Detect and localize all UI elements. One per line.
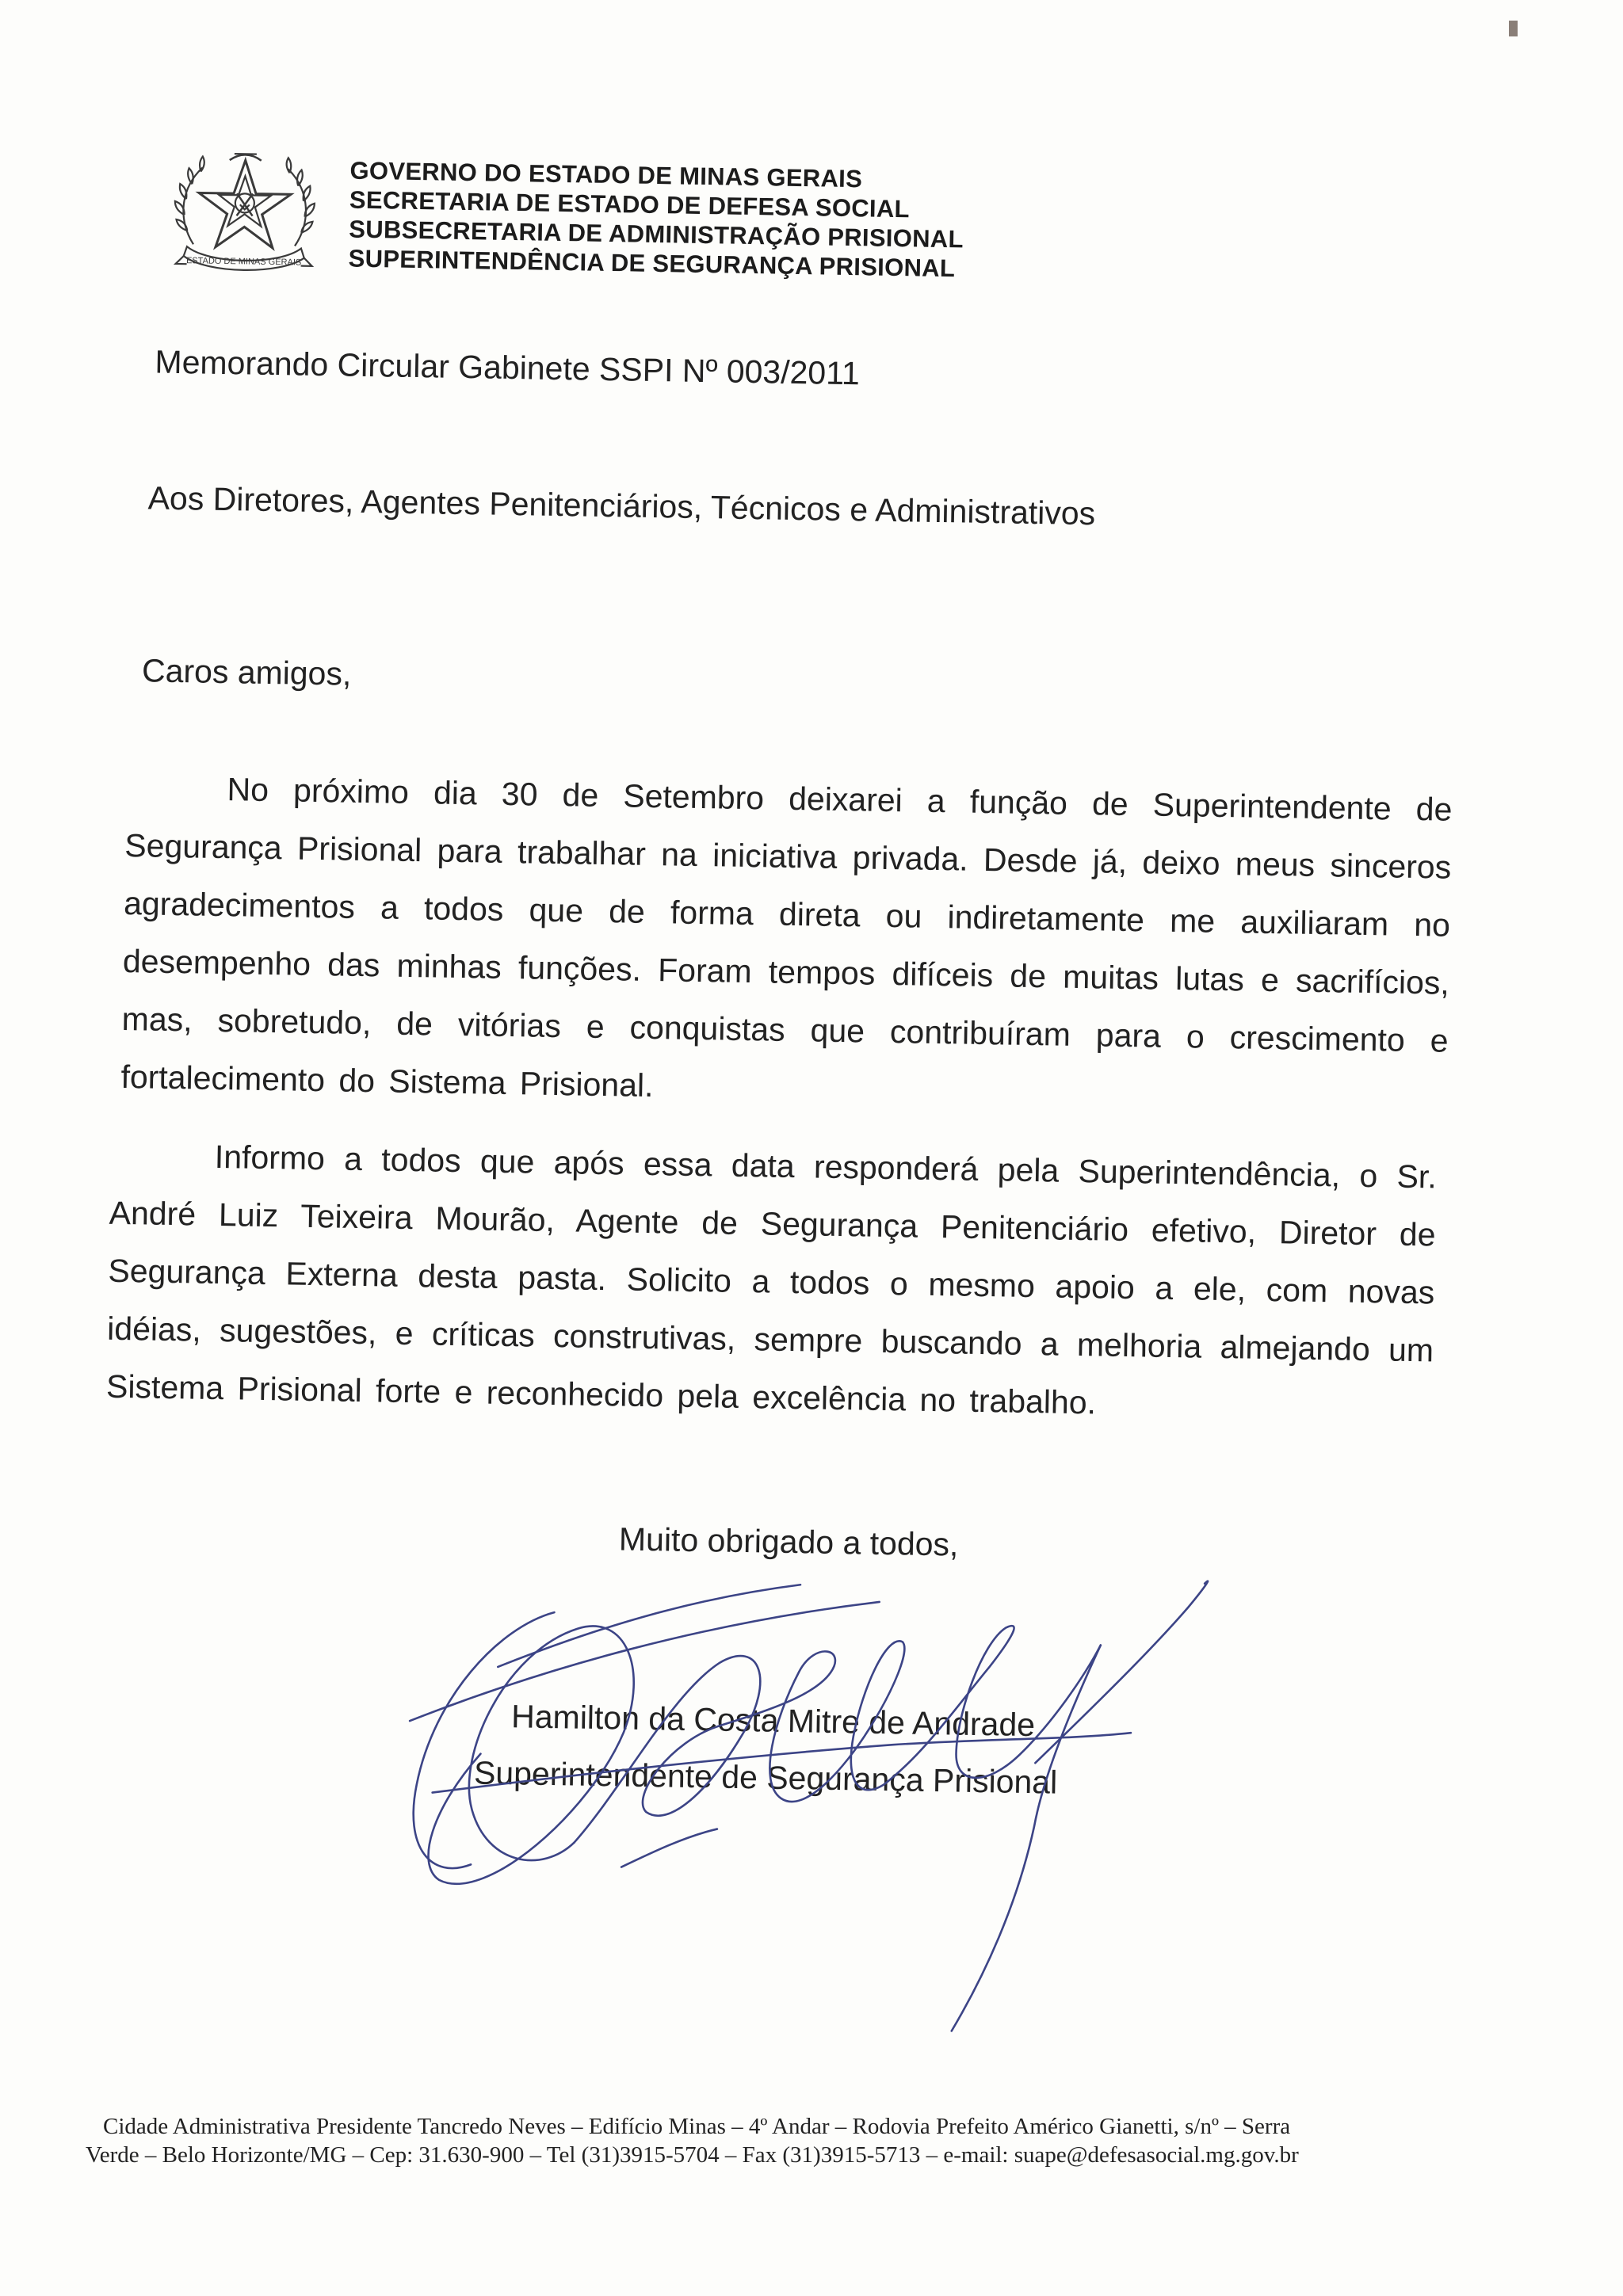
salutation: Caros amigos, bbox=[141, 652, 352, 692]
minas-gerais-coat-of-arms-icon bbox=[169, 145, 320, 276]
body-paragraph: Informo a todos que após essa data responderá pela Superintendência, o Sr. André Luiz Teixeira Mourão, Agente de Segurança Penitenciário efetivo, Diretor de Segurança Externa desta pasta. Solicito a todos o mesmo apoio a ele, com novas idéias, sugestões, e críticas construtivas, sempre buscando a melhoria almejando um Sistema Prisional forte e reconhecido pela excelência no trabalho. bbox=[105, 1138, 1438, 1421]
letterhead-subsecretariat: SUBSECRETARIA DE ADMINISTRAÇÃO PRISIONAL bbox=[349, 215, 964, 254]
letterhead-secretariat: SECRETARIA DE ESTADO DE DEFESA SOCIAL bbox=[349, 185, 911, 223]
signer-title: Superintendente de Segurança Prisional bbox=[473, 1754, 1058, 1801]
signer-name: Hamilton da Costa Mitre de Andrade bbox=[510, 1698, 1036, 1744]
closing-line: Muito obrigado a todos, bbox=[618, 1520, 959, 1563]
footer-address bbox=[86, 2112, 1417, 2169]
memo-number: Memorando Circular Gabinete SSPI Nº 003/2011 bbox=[155, 343, 861, 392]
letterhead-government: GOVERNO DO ESTADO DE MINAS GERAIS bbox=[349, 156, 863, 193]
footer-address-line: Cidade Administrativa Presidente Tancredo Neves – Edifício Minas – 4º Andar – Rodovia Prefeito Américo Gianetti, s/nº – Serra bbox=[103, 2114, 1291, 2139]
letterhead-superintendency: SUPERINTENDÊNCIA DE SEGURANÇA PRISIONAL bbox=[348, 244, 956, 283]
handwritten-signature bbox=[381, 1547, 1293, 2053]
footer-contact-line: Verde – Belo Horizonte/MG – Cep: 31.630-900 – Tel (31)3915-5704 – Fax (31)3915-5713 – e-mail: suape@defesasocial.mg.gov.br bbox=[86, 2142, 1299, 2168]
seal-text: ESTADO DE MINAS GERAIS bbox=[185, 256, 302, 268]
body-paragraph: No próximo dia 30 de Setembro deixarei a função de Superintendente de Segurança Prisional para trabalhar na iniciativa privada. Desde já, deixo meus sinceros agradecimentos a todos que de forma direta ou indiretamente me auxiliaram no desempenho das minhas funções. Foram tempos difíceis de muitas lutas e sacrifícios, mas, sobretudo, de vitórias e conquistas que contribuíram para o crescimento e fortalecimento do Sistema Prisional. bbox=[120, 771, 1453, 1104]
memo-recipients: Aos Diretores, Agentes Penitenciários, Técnicos e Administrativos bbox=[147, 479, 1096, 532]
letterhead bbox=[348, 156, 964, 284]
